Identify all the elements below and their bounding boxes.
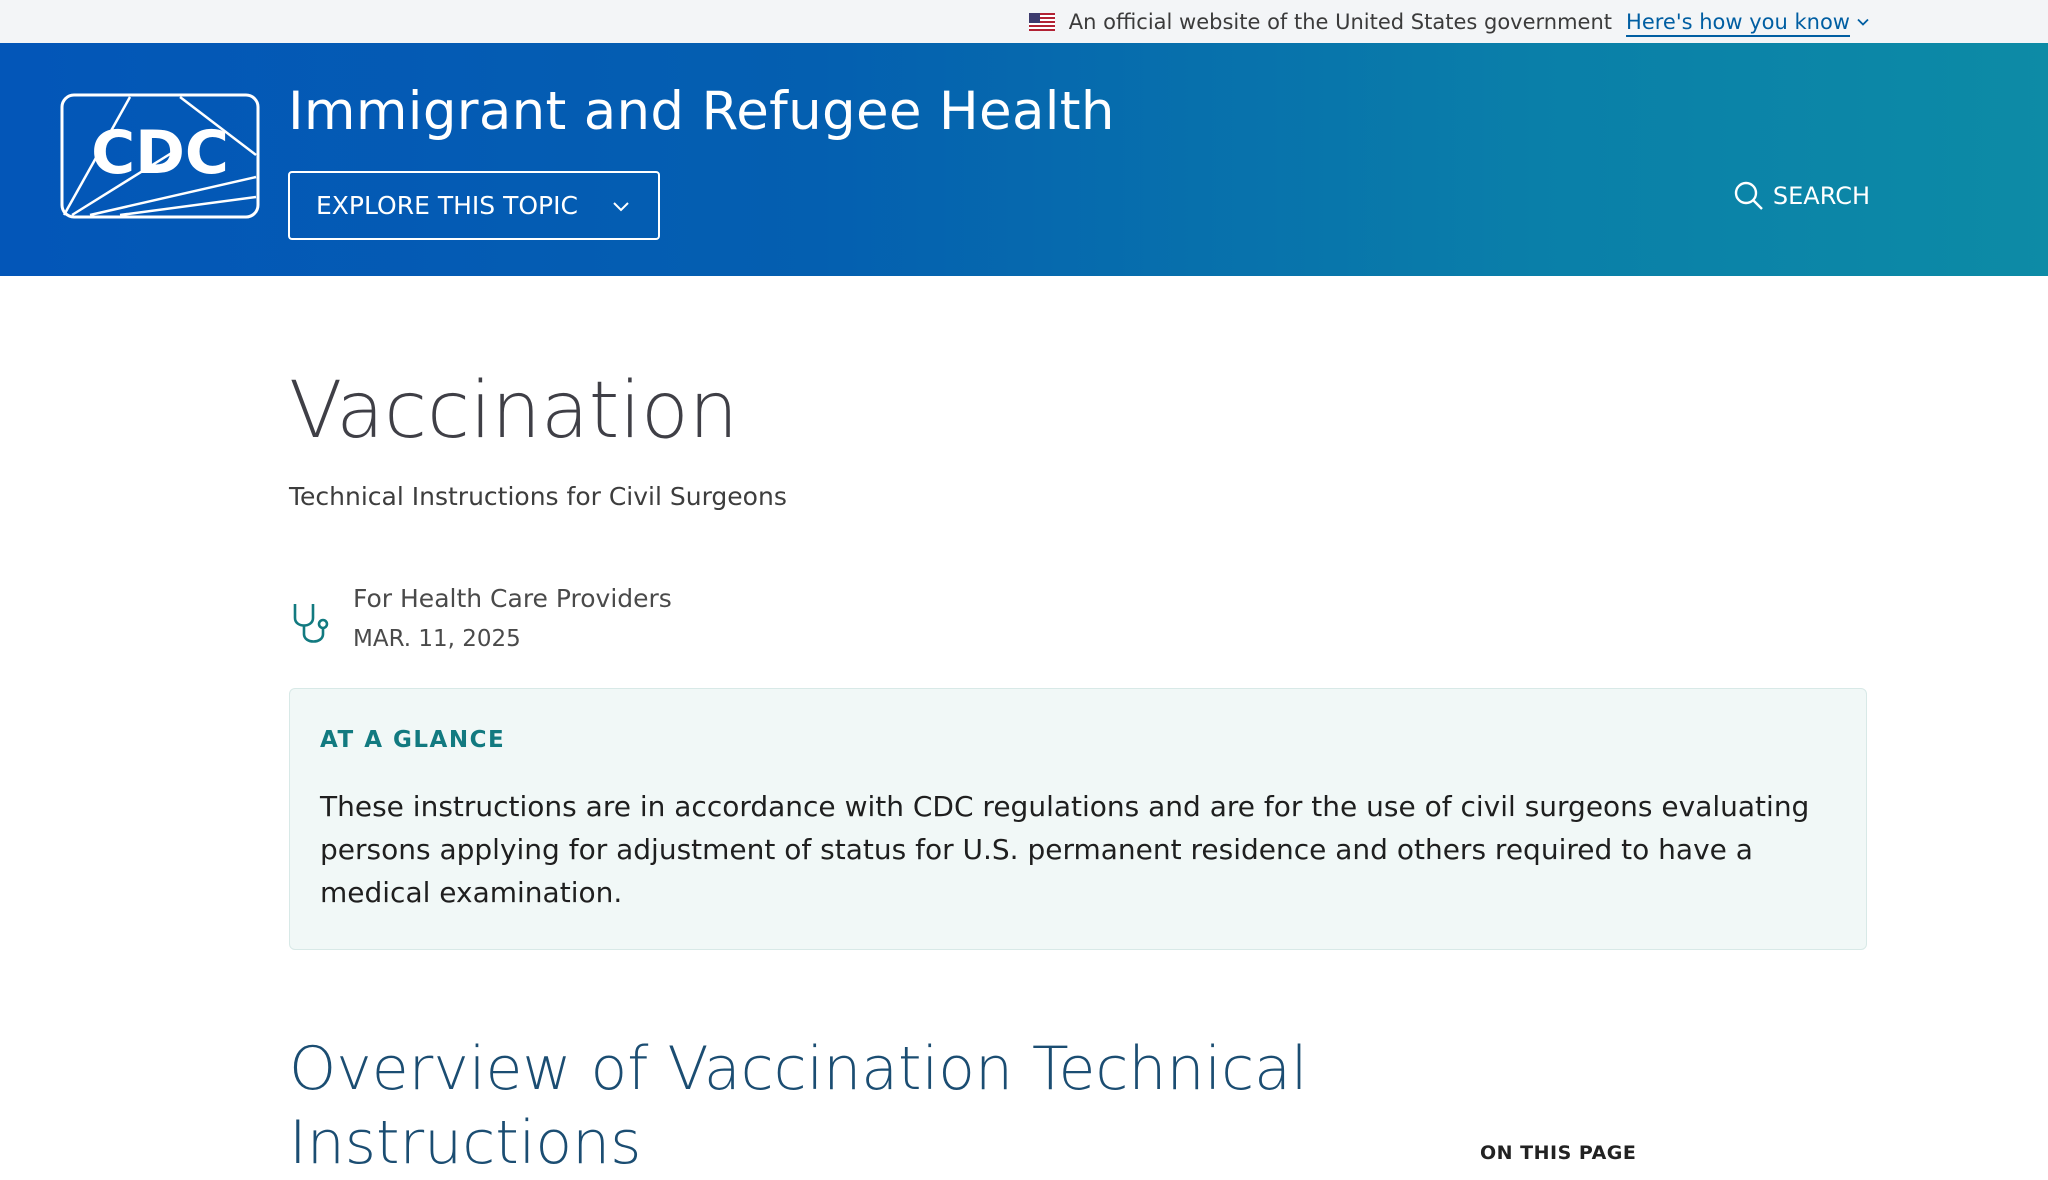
section-title: Overview of Vaccination Technical Instructions	[289, 1034, 1308, 1178]
us-flag-icon	[1029, 13, 1055, 31]
at-a-glance-heading: AT A GLANCE	[320, 727, 506, 753]
search-icon	[1733, 180, 1765, 212]
cdc-logo[interactable]	[60, 93, 260, 219]
chevron-down-icon	[610, 195, 632, 217]
heres-how-you-know-link[interactable]	[1626, 10, 1870, 34]
on-this-page-heading: ON THIS PAGE	[1480, 1142, 1637, 1164]
chevron-down-icon	[1856, 15, 1870, 29]
gov-banner-inner	[1029, 0, 1870, 43]
explore-topic-label: EXPLORE THIS TOPIC	[316, 191, 578, 220]
audience-block	[289, 584, 889, 674]
at-a-glance-text: These instructions are in accordance with CDC regulations and are for the use of civil surgeons evaluating persons applying for adjustment of status for U.S. permanent residence and others required to have a medical examination.	[320, 790, 1810, 909]
publish-date: MAR. 11, 2025	[353, 626, 521, 652]
stethoscope-icon	[289, 600, 333, 648]
search-label: SEARCH	[1772, 182, 1870, 210]
audience-label[interactable]: For Health Care Providers	[353, 584, 672, 613]
search-button[interactable]	[1733, 180, 1870, 212]
page-subtitle: Technical Instructions for Civil Surgeons	[289, 482, 787, 511]
site-title[interactable]: Immigrant and Refugee Health	[288, 81, 1115, 142]
gov-banner-text: An official website of the United States government	[1068, 9, 1613, 34]
at-a-glance-box	[289, 688, 1867, 950]
heres-how-you-know-label: Here's how you know	[1626, 9, 1850, 34]
cdc-logo-text: CDC	[91, 118, 229, 188]
gov-banner	[0, 0, 2048, 43]
page-title: Vaccination	[289, 366, 739, 456]
explore-topic-button[interactable]	[288, 171, 660, 240]
site-header	[0, 43, 2048, 276]
